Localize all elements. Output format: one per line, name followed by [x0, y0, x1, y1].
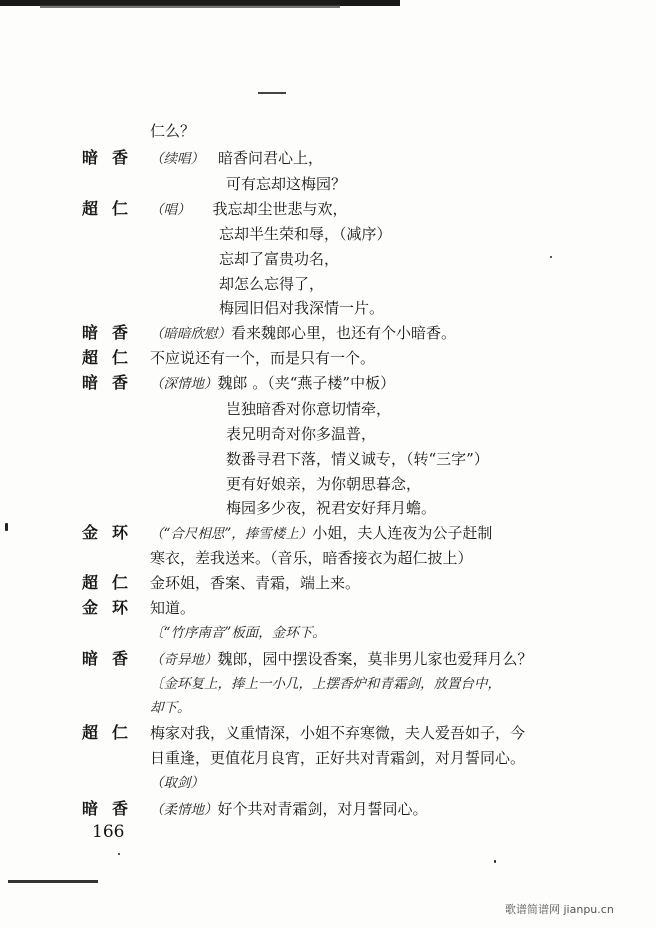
stage-direction: （暗暗欣慰）	[150, 326, 231, 342]
verse-line: 表兄明奇对你多温普，	[226, 425, 377, 443]
verse-line: 梅园旧侣对我深情一片。	[219, 299, 385, 317]
stage-direction: （唱）	[150, 202, 191, 218]
speaker-label: 超仁	[82, 723, 143, 742]
speaker-label: 超仁	[82, 573, 143, 592]
dialogue-text: 梅家对我，义重情深，小姐不弃寒微，夫人爱吾如子，今	[150, 724, 526, 742]
top-edge-shadow	[40, 5, 340, 8]
stage-direction: （奇异地）	[150, 652, 218, 668]
dialogue-text: 我忘却尘世悲与欢，	[212, 200, 348, 218]
speaker-label: 暗香	[82, 323, 143, 342]
dialogue-text: 魏郎，园中摆设香案，莫非男儿家也爱拜月么？	[217, 650, 533, 668]
dialogue-line	[150, 323, 456, 344]
dialogue-line	[150, 799, 428, 820]
stage-direction-line: 却下。	[150, 700, 191, 716]
dialogue-text: 看来魏郎心里，也还有个小暗香。	[231, 324, 457, 342]
scan-speck	[5, 523, 8, 531]
verse-line: 忘却半生荣和辱，（减序）	[219, 225, 392, 243]
dialogue-line	[150, 199, 348, 220]
stage-direction: （“合尺相思”，捧雪楼上）	[150, 526, 313, 542]
scan-speck	[550, 256, 552, 258]
continuation-line: 寒衣，差我送来。（音乐，暗香接衣为超仁披上）	[150, 549, 473, 567]
dialogue-line	[150, 373, 395, 394]
dialogue-text: 知道。	[150, 599, 196, 617]
speaker-label: 超仁	[82, 348, 143, 367]
dialogue-line	[150, 523, 492, 544]
dialogue-text: 好个共对青霜剑，对月誓同心。	[217, 800, 428, 818]
verse-line: 岂独暗香对你意切情牵，	[226, 400, 392, 418]
continuation-line: 仁么？	[150, 122, 196, 140]
header-dash	[258, 92, 286, 94]
verse-line: 忘却了富贵功名，	[219, 250, 340, 268]
dialogue-line	[150, 148, 323, 169]
dialogue-line	[150, 348, 375, 368]
speaker-label: 暗香	[82, 649, 143, 668]
watermark: 歌谱简谱网 jianpu.cn	[505, 903, 614, 916]
dialogue-text: 金环姐，香案、青霜，端上来。	[150, 574, 361, 592]
page-number: 166	[92, 822, 125, 842]
stage-direction: （深情地）	[150, 376, 218, 392]
dialogue-text: 小姐，夫人连夜为公子赶制	[312, 524, 493, 542]
verse-line: 数番寻君下落，情义诚专，（转“三字”）	[226, 450, 489, 468]
stage-direction-line: 〔金环复上，捧上一小几，上摆香炉和青霜剑，放置台中，	[150, 676, 501, 692]
bottom-edge-bar	[8, 880, 98, 883]
scan-speck	[494, 860, 496, 863]
dialogue-line	[150, 649, 533, 670]
stage-direction: （续唱）	[150, 151, 204, 167]
verse-line: 更有好娘亲，为你朝思暮念，	[226, 475, 422, 493]
speaker-label: 暗香	[82, 148, 143, 167]
scan-speck	[118, 853, 120, 855]
stage-direction-line: 〔“竹序南音”板面，金环下。	[150, 625, 326, 641]
verse-line: 梅园多少夜，祝君安好拜月蟾。	[226, 499, 437, 517]
speaker-label: 金环	[82, 598, 143, 617]
dialogue-line	[150, 573, 360, 593]
stage-direction-line: （取剑）	[150, 775, 204, 791]
dialogue-text: 不应说还有一个，而是只有一个。	[150, 349, 376, 367]
dialogue-text: 魏郎 。（夹“燕子楼”中板）	[217, 374, 396, 392]
dialogue-line	[150, 723, 525, 743]
verse-line: 可有忘却这梅园？	[226, 175, 347, 193]
speaker-label: 暗香	[82, 373, 143, 392]
speaker-label: 超仁	[82, 199, 143, 218]
verse-line: 却怎么忘得了，	[219, 275, 325, 293]
speaker-label: 暗香	[82, 799, 143, 818]
dialogue-line	[150, 598, 195, 618]
stage-direction: （柔情地）	[150, 802, 218, 818]
continuation-line: 日重逢，更值花月良宵，正好共对青霜剑，对月誓同心。	[150, 749, 526, 767]
speaker-label: 金环	[82, 523, 143, 542]
dialogue-text: 暗香问君心上，	[218, 149, 324, 167]
